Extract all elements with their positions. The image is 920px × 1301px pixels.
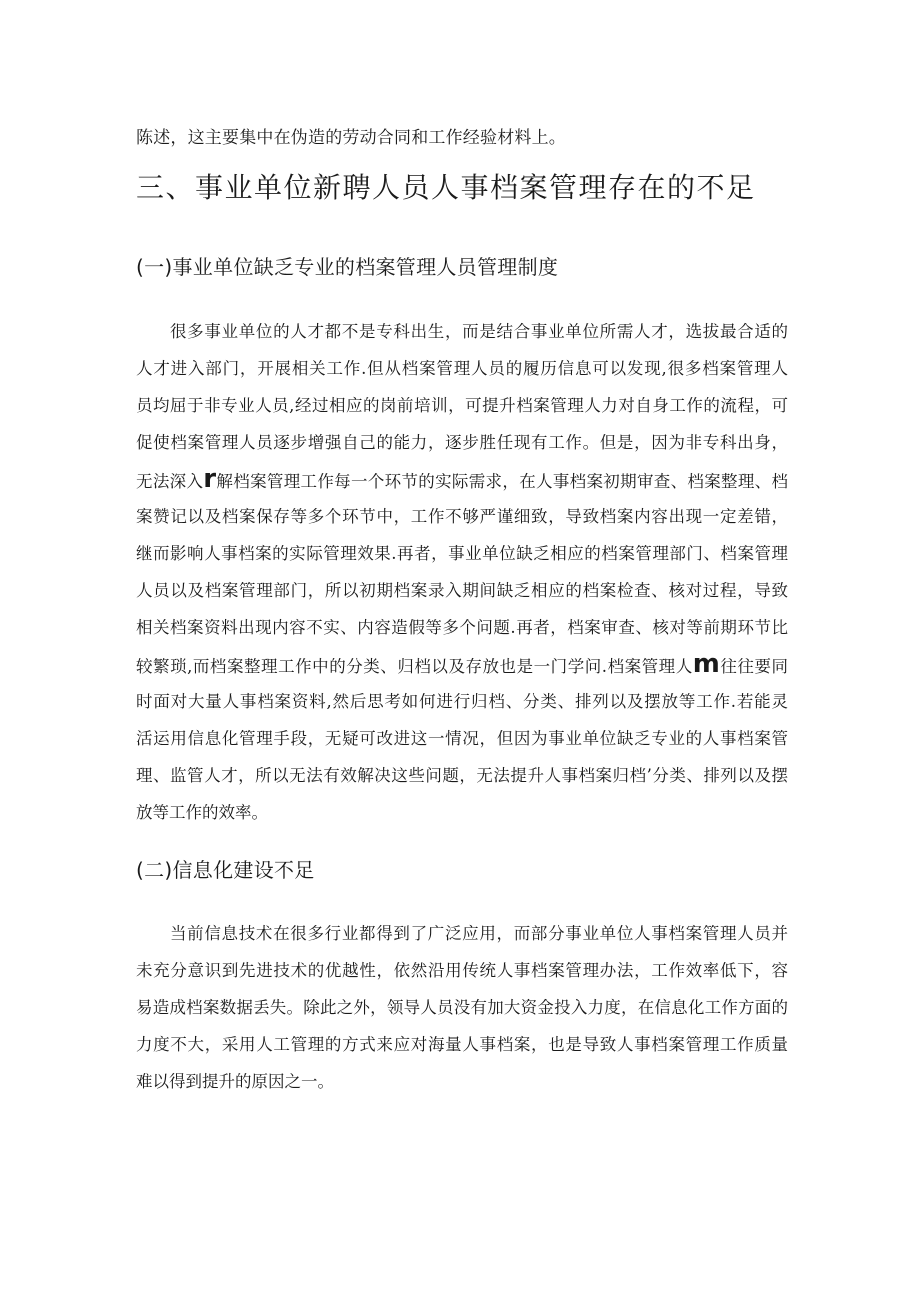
paragraph-line: 当前信息技术在很多行业都得到了广泛应用，而部分事业单位人事档案管理人员并 xyxy=(170,924,788,943)
subsection-1-paragraph xyxy=(136,313,788,831)
paragraph-line: 难以得到提升的原因之一。 xyxy=(136,1072,334,1091)
paragraph-line: 未充分意识到先进技术的优越性，依然沿用传统人事档案管理办法，工作效率低下，容 xyxy=(136,961,788,980)
paragraph-line xyxy=(136,646,788,683)
subsection-heading-2: (二)信息化建设不足 xyxy=(136,858,315,882)
paragraph-line: 人才进入部门，开展相关工作.但从档案管理人员的履历信息可以发现,很多档案管理人 xyxy=(136,359,788,378)
paragraph-line: 员均屈于非专业人员,经过相应的岗前培训，可提升档案管理人力对自身工作的流程，可 xyxy=(136,396,788,415)
paragraph-line: 案赞记以及档案保存等多个环节中，工作不够严谨细致，导致档案内容出现一定差错， xyxy=(136,507,788,526)
paragraph-line: 很多事业单位的人才都不是专科出生，而是结合事业单位所需人才，选拔最合适的 xyxy=(170,322,788,341)
paragraph-line: 人员以及档案管理部门，所以初期档案录入期间缺乏相应的档案检查、核对过程，导致 xyxy=(136,581,788,600)
paragraph-line: 理、监管人才，所以无法有效解决这些问题，无法提升人事档案归档’分类、排列以及摆 xyxy=(136,766,788,785)
line-segment: 无法深入 xyxy=(136,472,204,491)
line-segment: 往往要同 xyxy=(719,657,788,676)
section-heading: 三、事业单位新聘人员人事档案管理存在的不足 xyxy=(136,171,756,204)
paragraph-line: 促使档案管理人员逐步增强自己的能力，逐步胜任现有工作。但是，因为非专科出身， xyxy=(136,433,788,452)
paragraph-line: 时面对大量人事档案资料,然后思考如何进行归档、分类、排列以及摆放等工作.若能灵 xyxy=(136,692,788,711)
paragraph-line xyxy=(136,461,788,498)
subsection-2-paragraph xyxy=(136,915,788,1100)
paragraph-line: 活运用信息化管理手段，无疑可改进这一情况，但因为事业单位缺乏专业的人事档案管 xyxy=(136,729,788,748)
line-segment: 解档案管理工作每一个环节的实际需求，在人事档案初期审查、档案整理、档 xyxy=(216,472,788,491)
ocr-artifact-glyph: m xyxy=(692,649,720,679)
paragraph-line: 易造成档案数据丢失。除此之外，领导人员没有加大资金投入力度，在信息化工作方面的 xyxy=(136,998,788,1017)
line-segment: 较繁琐,而档案整理工作中的分类、归档以及存放也是一门学问.档案管理人 xyxy=(136,657,693,676)
subsection-heading-1: (一)事业单位缺乏专业的档案管理人员管理制度 xyxy=(136,255,559,279)
paragraph-line: 力度不大，采用人工管理的方式来应对海量人事档案，也是导致人事档案管理工作质量 xyxy=(136,1035,788,1054)
intro-paragraph-tail: 陈述，这主要集中在伪造的劳动合同和工作经验材料上。 xyxy=(136,128,566,148)
ocr-artifact-glyph: r xyxy=(203,464,217,494)
paragraph-line: 放等工作的效率。 xyxy=(136,803,268,822)
paragraph-line: 相关档案资料出现内容不实、内容造假等多个问题.再者，档案审查、核对等前期环节比 xyxy=(136,618,788,637)
paragraph-line: 继而影响人事档案的实际管理效果.再者，事业单位缺乏相应的档案管理部门、档案管理 xyxy=(136,544,788,563)
